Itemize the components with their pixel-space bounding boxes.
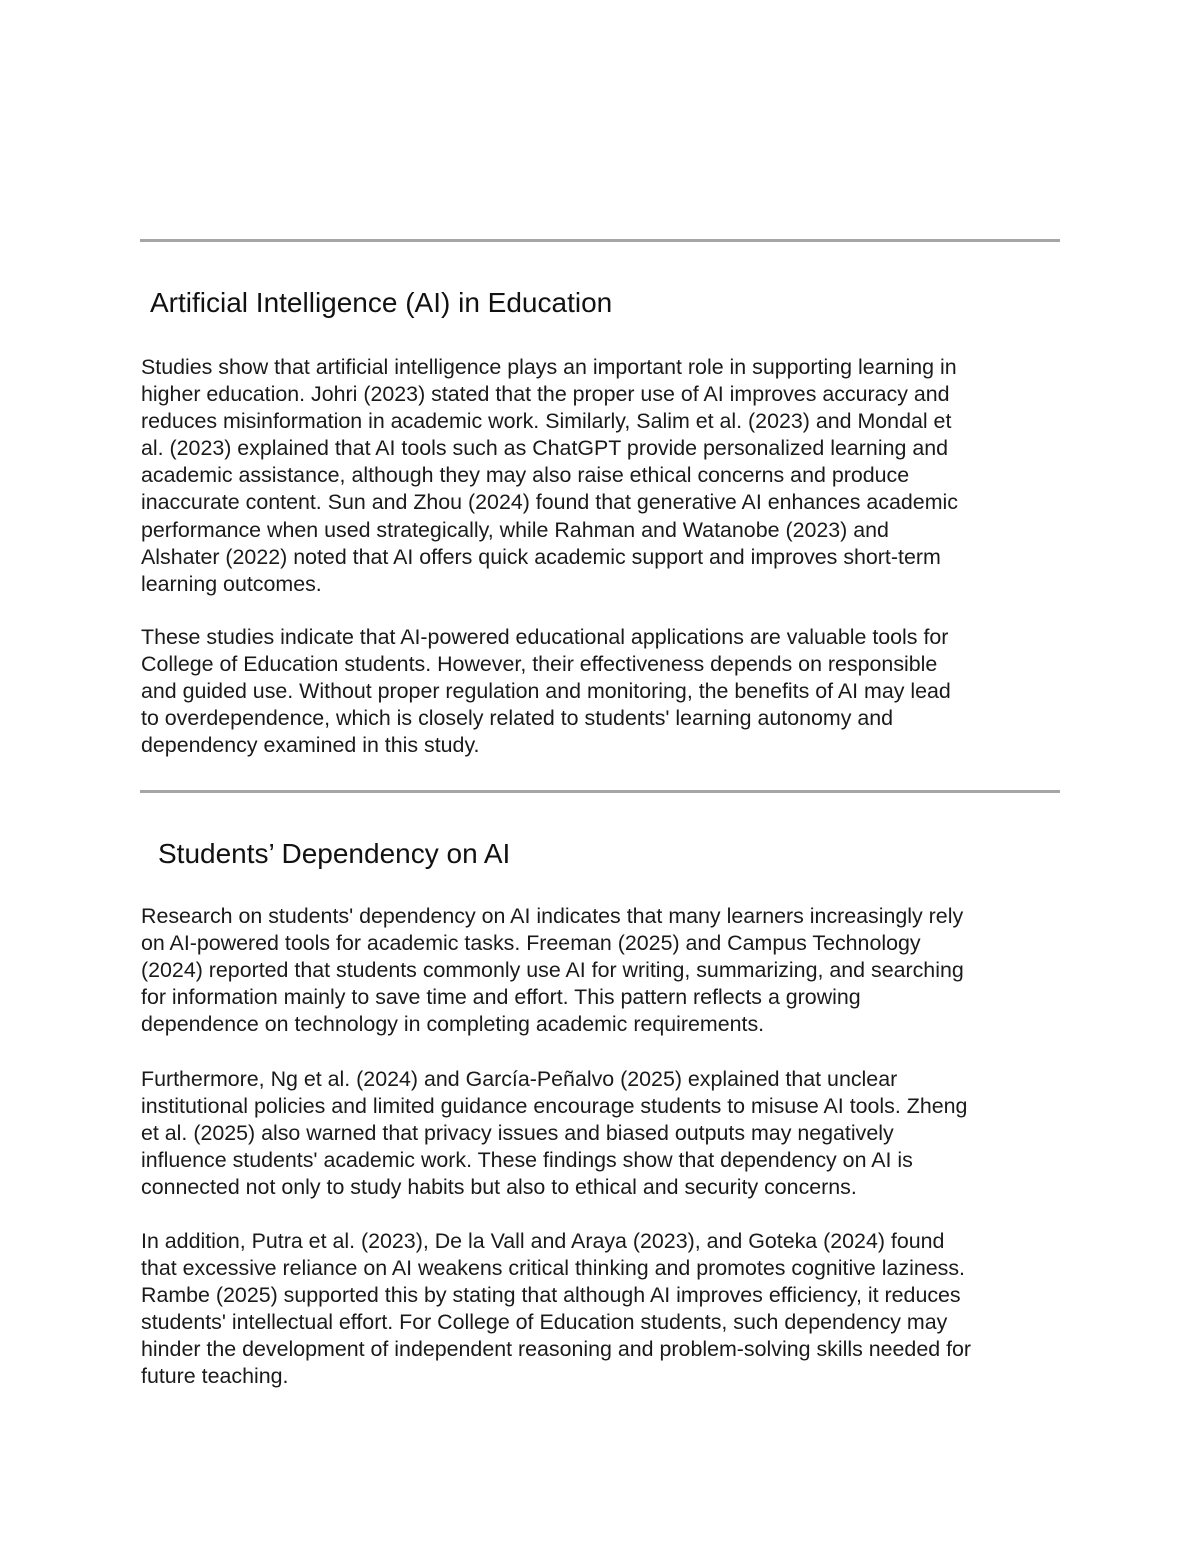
text-line: inaccurate content. Sun and Zhou (2024) found that generative AI enhances academic: [141, 490, 958, 515]
text-line: for information mainly to save time and effort. This pattern reflects a growing: [141, 985, 861, 1010]
text-line: Studies show that artificial intelligence plays an important role in supporting learning in: [141, 355, 957, 379]
text-line: and guided use. Without proper regulation and monitoring, the benefits of AI may lead: [141, 679, 951, 704]
text-line: institutional policies and limited guidance encourage students to misuse AI tools. Zheng: [141, 1094, 968, 1119]
text-line: on AI-powered tools for academic tasks. Freeman (2025) and Campus Technology: [141, 931, 921, 956]
text-line: that excessive reliance on AI weakens critical thinking and promotes cognitive laziness.: [141, 1256, 965, 1281]
text-line: influence students' academic work. These findings show that dependency on AI is: [141, 1148, 913, 1173]
text-line: (2024) reported that students commonly use AI for writing, summarizing, and searching: [141, 958, 964, 983]
paragraph: [141, 903, 1061, 1038]
text-line: students' intellectual effort. For College of Education students, such dependency may: [141, 1310, 948, 1335]
text-line: al. (2023) explained that AI tools such as ChatGPT provide personalized learning and: [141, 436, 949, 461]
text-line: Rambe (2025) supported this by stating that although AI improves efficiency, it reduces: [141, 1283, 961, 1308]
section-heading: Artificial Intelligence (AI) in Education: [150, 287, 613, 318]
text-line: connected not only to study habits but also to ethical and security concerns.: [141, 1175, 857, 1200]
text-line: College of Education students. However, their effectiveness depends on responsible: [141, 652, 938, 677]
text-line: Alshater (2022) noted that AI offers quick academic support and improves short-term: [141, 544, 941, 569]
paragraph: [141, 354, 1061, 598]
text-line: academic assistance, although they may also raise ethical concerns and produce: [141, 463, 910, 488]
section-divider: [140, 790, 1060, 793]
paragraph: [141, 1066, 1061, 1201]
text-line: dependence on technology in completing academic requirements.: [141, 1012, 765, 1037]
text-line: Research on students' dependency on AI indicates that many learners increasingly rely: [141, 904, 964, 928]
text-line: to overdependence, which is closely related to students' learning autonomy and: [141, 706, 894, 731]
text-line: hinder the development of independent reasoning and problem-solving skills needed for: [141, 1337, 972, 1362]
text-line: future teaching.: [141, 1364, 289, 1389]
text-line: higher education. Johri (2023) stated that the proper use of AI improves accuracy and: [141, 382, 950, 407]
section-heading: Students’ Dependency on AI: [158, 838, 511, 869]
text-line: dependency examined in this study.: [141, 733, 480, 758]
paragraph: [141, 1228, 1061, 1391]
text-line: performance when used strategically, while Rahman and Watanobe (2023) and: [141, 517, 889, 542]
text-line: et al. (2025) also warned that privacy issues and biased outputs may negatively: [141, 1121, 894, 1146]
text-line: In addition, Putra et al. (2023), De la Vall and Araya (2023), and Goteka (2024) found: [141, 1229, 945, 1253]
text-line: These studies indicate that AI-powered educational applications are valuable tools for: [141, 625, 949, 649]
text-line: learning outcomes.: [141, 571, 322, 596]
paragraph: [141, 624, 1061, 759]
text-line: Furthermore, Ng et al. (2024) and García-Peñalvo (2025) explained that unclear: [141, 1067, 898, 1091]
section-divider: [140, 239, 1060, 242]
text-line: reduces misinformation in academic work. Similarly, Salim et al. (2023) and Mondal et: [141, 409, 952, 434]
